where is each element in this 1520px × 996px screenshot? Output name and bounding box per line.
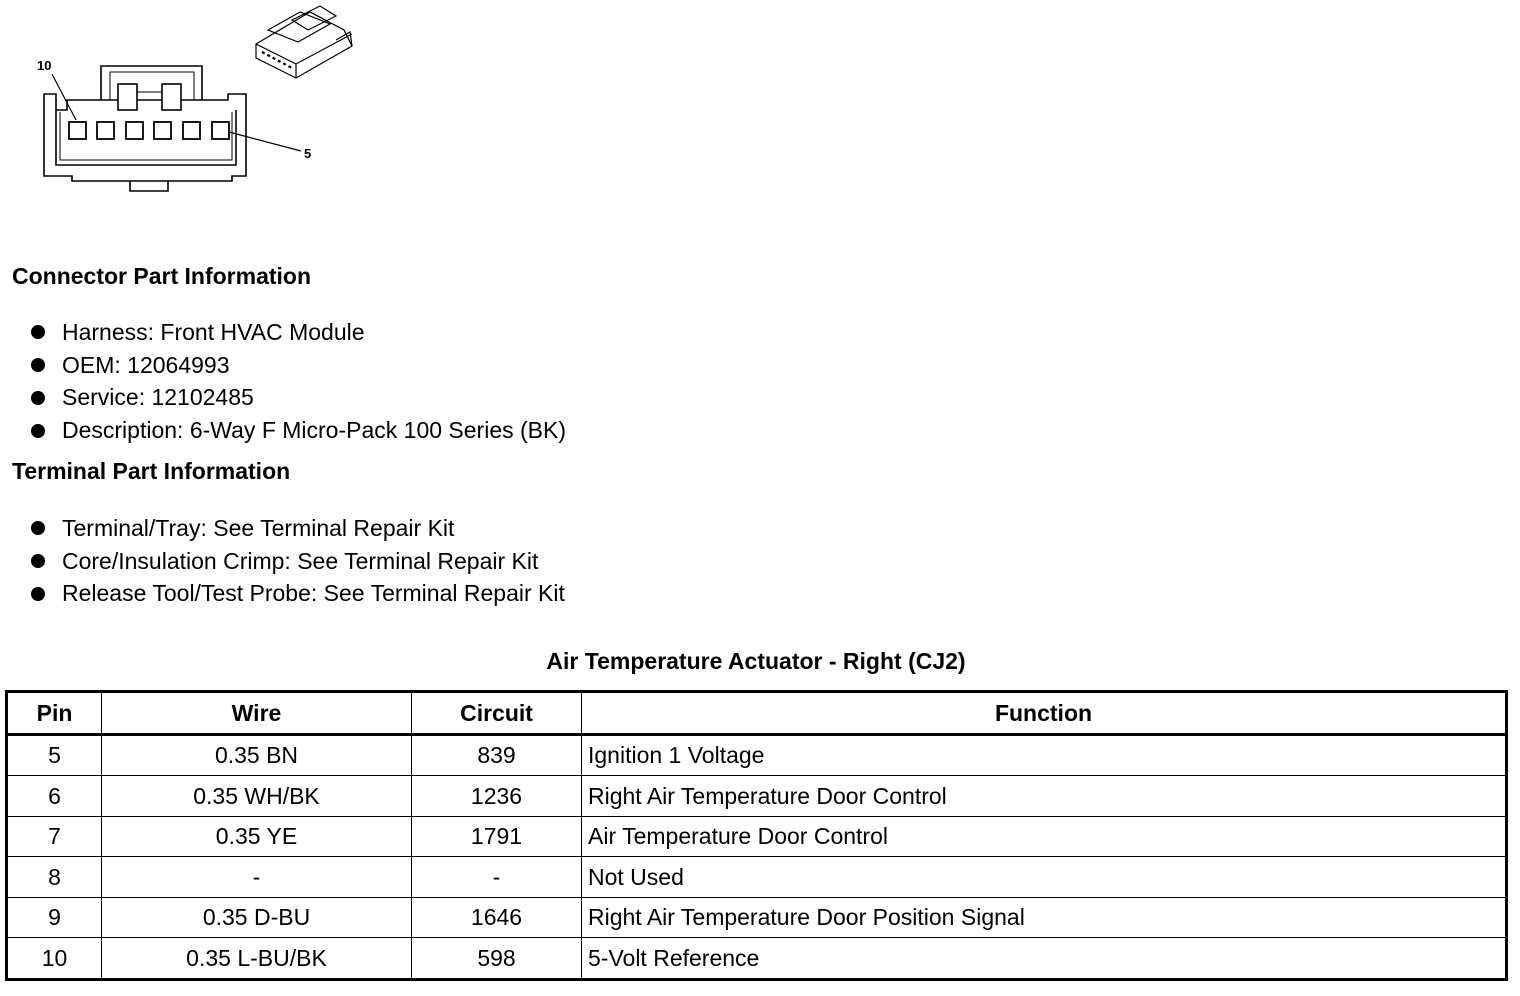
cell-pin: 9 xyxy=(7,897,102,938)
bullet-icon xyxy=(31,554,45,568)
cell-wire: 0.35 BN xyxy=(102,734,412,776)
cell-wire: 0.35 D-BU xyxy=(102,897,412,938)
pin-cavity xyxy=(97,122,114,139)
pin-cavity xyxy=(154,122,171,139)
cell-pin: 8 xyxy=(7,857,102,898)
list-item xyxy=(30,414,566,447)
cell-circuit: 1236 xyxy=(412,776,582,817)
pin-cavity xyxy=(69,122,86,139)
list-item xyxy=(30,512,565,545)
list-item xyxy=(30,316,566,349)
cell-circuit: 1791 xyxy=(412,816,582,857)
connector-bottom-tab xyxy=(130,181,168,191)
terminal-part-info-heading: Terminal Part Information xyxy=(12,458,291,484)
cell-pin: 7 xyxy=(7,816,102,857)
table-header-row xyxy=(7,692,1507,735)
bullet-icon xyxy=(31,325,45,339)
column-header-circuit: Circuit xyxy=(412,692,582,735)
connector-part-info-heading: Connector Part Information xyxy=(12,263,312,289)
cell-function: Right Air Temperature Door Position Signal xyxy=(582,897,1507,938)
cell-function: Right Air Temperature Door Control xyxy=(582,776,1507,817)
list-item xyxy=(30,545,565,578)
pin-cavity xyxy=(126,122,143,139)
table-row xyxy=(7,897,1507,938)
cell-pin: 5 xyxy=(7,734,102,776)
cell-function: Not Used xyxy=(582,857,1507,898)
bullet-icon xyxy=(31,521,45,535)
table-row xyxy=(7,857,1507,898)
pin-label-5: 5 xyxy=(304,146,312,161)
list-item xyxy=(30,349,566,382)
pin-table-title: Air Temperature Actuator - Right (CJ2) xyxy=(546,648,966,674)
cell-pin: 6 xyxy=(7,776,102,817)
cell-wire: 0.35 WH/BK xyxy=(102,776,412,817)
pin-cavities xyxy=(69,122,229,139)
bullet-icon xyxy=(31,391,45,405)
connector-drawing xyxy=(0,0,380,210)
terminal-part-info-list xyxy=(30,512,565,610)
connector-housing xyxy=(44,94,246,181)
cell-circuit: 839 xyxy=(412,734,582,776)
pin-cavity xyxy=(183,122,200,139)
list-item xyxy=(30,578,565,611)
list-item-text: Service: 12102485 xyxy=(62,384,254,411)
bullet-icon xyxy=(31,587,45,601)
connector-isometric-view xyxy=(256,6,352,78)
connector-part-info-list xyxy=(30,316,566,447)
cell-wire: 0.35 L-BU/BK xyxy=(102,938,412,980)
table-row xyxy=(7,734,1507,776)
cell-function: 5-Volt Reference xyxy=(582,938,1507,980)
table-row xyxy=(7,816,1507,857)
cell-function: Air Temperature Door Control xyxy=(582,816,1507,857)
cell-function: Ignition 1 Voltage xyxy=(582,734,1507,776)
column-header-pin: Pin xyxy=(7,692,102,735)
column-header-function: Function xyxy=(582,692,1507,735)
cell-circuit: 598 xyxy=(412,938,582,980)
bullet-icon xyxy=(31,358,45,372)
leader-line-5 xyxy=(229,132,301,151)
column-header-wire: Wire xyxy=(102,692,412,735)
list-item-text: Harness: Front HVAC Module xyxy=(62,318,365,345)
cell-circuit: - xyxy=(412,857,582,898)
list-item-text: OEM: 12064993 xyxy=(62,351,230,378)
list-item-text: Core/Insulation Crimp: See Terminal Repair Kit xyxy=(62,547,539,574)
table-row xyxy=(7,776,1507,817)
cell-wire: - xyxy=(102,857,412,898)
connector-latch xyxy=(101,66,202,100)
cell-pin: 10 xyxy=(7,938,102,980)
pin-cavity xyxy=(212,122,229,139)
bullet-icon xyxy=(31,424,45,438)
pin-table xyxy=(5,690,1508,981)
list-item-text: Description: 6-Way F Micro-Pack 100 Series (BK) xyxy=(62,417,567,444)
cell-wire: 0.35 YE xyxy=(102,816,412,857)
pin-label-10: 10 xyxy=(37,58,52,73)
connector-inner-wall xyxy=(56,110,236,165)
list-item-text: Release Tool/Test Probe: See Terminal Repair Kit xyxy=(62,580,565,607)
table-row xyxy=(7,938,1507,980)
cell-circuit: 1646 xyxy=(412,897,582,938)
list-item-text: Terminal/Tray: See Terminal Repair Kit xyxy=(62,514,455,541)
list-item xyxy=(30,382,566,415)
